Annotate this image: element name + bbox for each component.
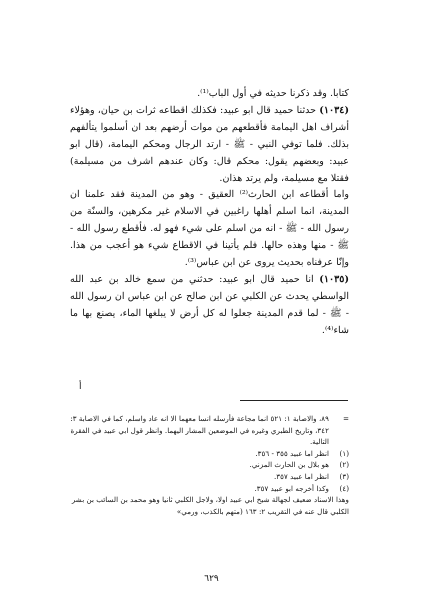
margin-mark: أ xyxy=(79,382,82,392)
footnote-item xyxy=(70,471,349,483)
continued-line: كتابا. وقد ذكرنا حديثه في أول الباب⁽¹⁾. xyxy=(197,88,349,99)
paragraph-number: (١٠٣٤) xyxy=(319,104,349,116)
paragraph-iqta: واما أقطاعه ابن الحارث⁽²⁾ العقيق - وهو من المدينة فقد علمنا ان المدينة، انما اسلم أهلها راغبين في الاسلام غير مكرهين، والسنّة من رسول الله - ﷺ - انه من اسلم على شيء فهو له. فأقطع رسول الله - ﷺ - منها وهذه حالها. فلم يأتينا في الاقطاع شيء هو أعجب من هذا. وإنّا عرفناه بحديث يروى عن ابن عباس⁽³⁾. xyxy=(70,189,349,269)
paragraph-text: انا حميد قال ابو عبيد: حدثني من سمع خالد بن عبد الله الواسطي يحدث عن الكلبي عن ابن صالح عن ابن عباس ان رسول الله - ﷺ - لما قدم المدينة جعلوا له كل أرض لا يبلغها الماء، يصنع بها ما شاء⁽⁴⁾. xyxy=(70,273,349,336)
footnote-text: هو بلال بن الحارث المزني. xyxy=(249,460,329,470)
footnote-tail: وهذا الاسناد ضعيف لجهالة شيخ ابي عبيد اولا، ولاجل الكلبي ثانيا وهو محمد بن السائب بن بشر الكلبي قال عنه في التقريب ٢: ١٦٣ (متهم بالكذب، ورمي» xyxy=(71,495,349,516)
footnote-continuation xyxy=(70,413,349,448)
paragraph-1034 xyxy=(70,103,349,188)
footnote-text: ٨٩، والاصابة ١: ٥٢١ انما مجاعة فأرسله انسا معهما الا انه عاد واسلم، كما في الاصابة ٣: ٣٤٢، وتاريخ الطبري وغيره في الموضعين المشار اليهما. وانظر قول ابي عبيد في الفقرة التالية. xyxy=(70,414,329,447)
footnote-number: (٤) xyxy=(339,483,349,493)
footnote-text: انظر اما عبيد ٣٥٥ - ٣٥٦. xyxy=(255,448,329,458)
page-number: ٦٢٩ xyxy=(204,574,219,584)
footnote-text: وكذا أخرجه ابو عبيد ٣٥٧. xyxy=(254,483,329,493)
continuation-marker: = xyxy=(342,414,349,423)
footnote-item xyxy=(70,448,349,460)
paragraph-1035 xyxy=(70,272,349,340)
footnotes xyxy=(70,413,349,517)
paragraph-number: (١٠٣٥) xyxy=(319,273,349,285)
footnote-text: انظر اما عبيد ٣٥٧. xyxy=(273,471,329,481)
footnote-item xyxy=(70,459,349,471)
paragraph-text: حدثنا حميد قال ابو عبيد: فكذلك اقطاعه ثرات بن حيان، وهؤلاء أشراف اهل اليمامة فأقطعهم من موات أرضهم بعد ان أسلموا يتألفهم بذلك. فلما توفي النبي - ﷺ - ارتد الرجال ومحكم اليمامة، (قال ابو عبيد: وبعضهم يقول: محكم قال: وكان عندهم اشرف من مسيلمة) فقتلا مع مسيلمة، ولم يرتد هذان. xyxy=(70,104,349,184)
footnote-item xyxy=(70,483,349,495)
footnote-rule xyxy=(240,400,348,401)
footnote-number: (٢) xyxy=(339,460,349,470)
footnote-number: (٣) xyxy=(339,471,349,481)
footnote-number: (١) xyxy=(339,448,349,458)
main-text xyxy=(70,86,349,340)
